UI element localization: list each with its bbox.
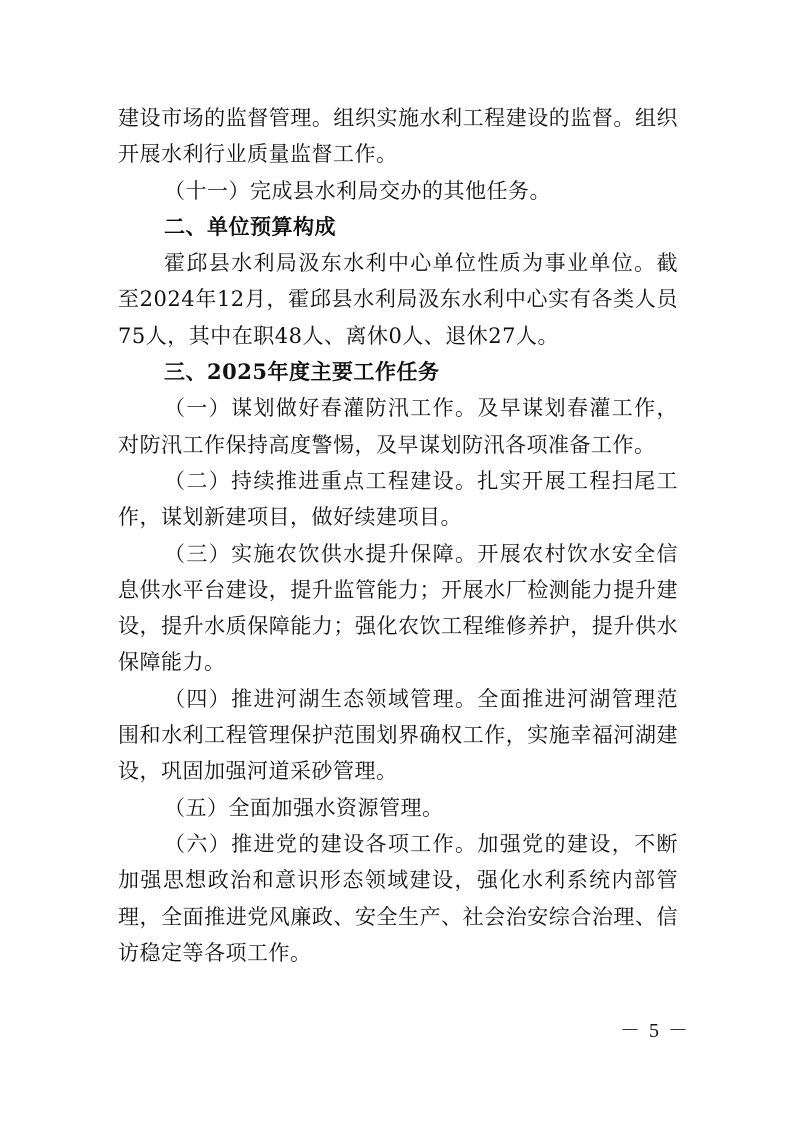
paragraph-task-four: （四）推进河湖生态领域管理。全面推进河湖管理范围和水利工程管理保护范围划界确权工作，实施幸福河湖建设，巩固加强河道采砂管理。 <box>118 686 678 784</box>
page-number: － 5 － <box>620 1020 690 1042</box>
paragraph-task-two: （二）持续推进重点工程建设。扎实开展工程扫尾工作，谋划新建项目，做好续建项目。 <box>118 468 678 530</box>
paragraph-unit-nature: 霍邱县水利局汲东水利中心单位性质为事业单位。截至2024年12月，霍邱县水利局汲东水利中心实有各类人员75人，其中在职48人、离休0人、退休27人。 <box>118 251 678 348</box>
paragraph-task-five: （五）全面加强水资源管理。 <box>164 795 444 820</box>
document-body <box>118 100 678 971</box>
paragraph-task-one: （一）谋划做好春灌防汛工作。及早谋划春灌工作，对防汛工作保持高度警惕，及早谋划防汛各项准备工作。 <box>118 396 678 457</box>
paragraph-task-three: （三）实施农饮供水提升保障。开展农村饮水安全信息供水平台建设，提升监管能力；开展水厂检测能力提升建设，提升水质保障能力；强化农饮工程维修养护，提升供水保障能力。 <box>118 541 678 675</box>
paragraph-task-six: （六）推进党的建设各项工作。加强党的建设，不断加强思想政治和意识形态领域建设，强化水利系统内部管理，全面推进党风廉政、安全生产、社会治安综合治理、信访稳定等各项工作。 <box>118 831 678 965</box>
section-heading-2025-tasks: 三、2025年度主要工作任务 <box>164 359 440 385</box>
section-heading-budget-composition: 二、单位预算构成 <box>164 213 336 239</box>
paragraph-item-eleven: （十一）完成县水利局交办的其他任务。 <box>164 178 551 203</box>
paragraph-supervision-continued: 建设市场的监督管理。组织实施水利工程建设的监督。组织开展水利行业质量监督工作。 <box>118 106 678 167</box>
